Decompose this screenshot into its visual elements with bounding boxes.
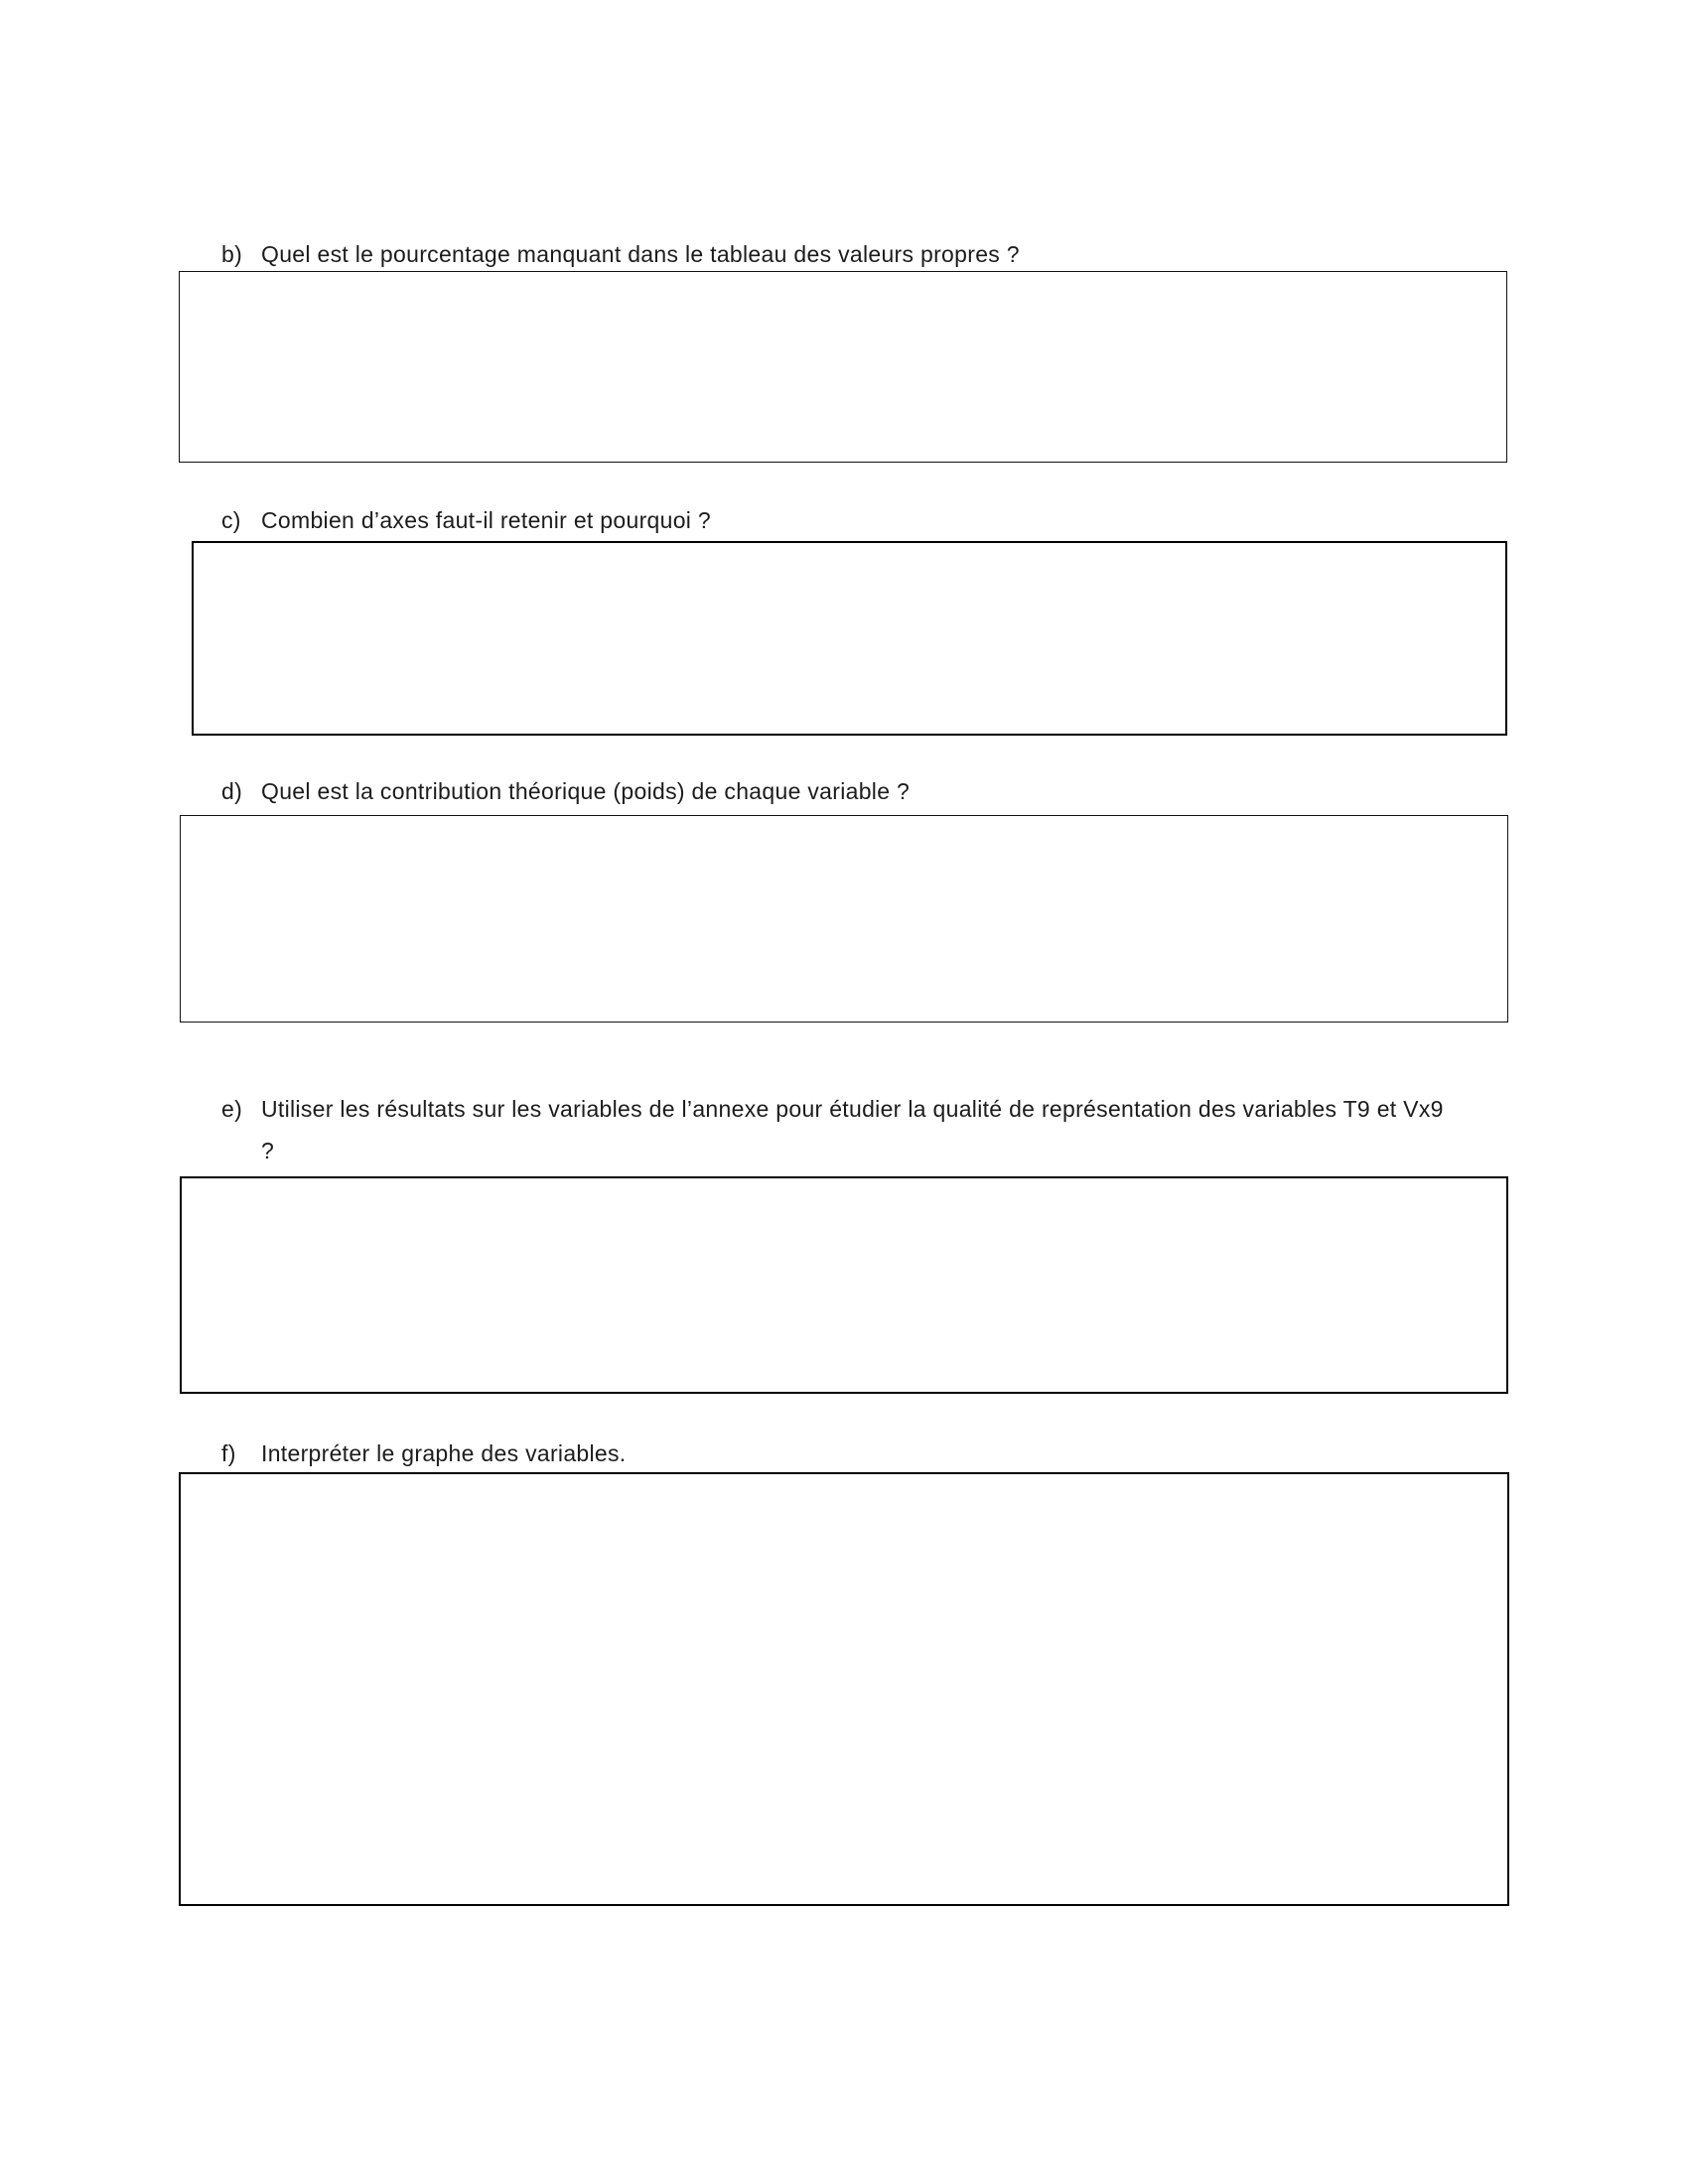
question-c-text: Combien d’axes faut-il retenir et pourquoi ? [261, 507, 711, 533]
question-c-label: c) [221, 507, 241, 533]
answer-box-c[interactable] [192, 541, 1507, 736]
question-f-label: f) [221, 1440, 236, 1466]
question-d-text: Quel est la contribution théorique (poids) de chaque variable ? [261, 778, 911, 804]
question-e-label: e) [221, 1096, 243, 1122]
question-b-text: Quel est le pourcentage manquant dans le tableau des valeurs propres ? [261, 241, 1020, 267]
question-b-label: b) [221, 241, 243, 267]
question-d-label: d) [221, 778, 243, 804]
answer-box-e[interactable] [180, 1176, 1508, 1394]
answer-box-f[interactable] [179, 1472, 1509, 1906]
question-f-text: Interpréter le graphe des variables. [261, 1440, 627, 1466]
answer-box-b[interactable] [179, 271, 1507, 463]
answer-box-d[interactable] [180, 815, 1508, 1023]
question-e-text: Utiliser les résultats sur les variables de l’annexe pour étudier la qualité de représentation des variables T9 et Vx9 ? [261, 1096, 1444, 1163]
